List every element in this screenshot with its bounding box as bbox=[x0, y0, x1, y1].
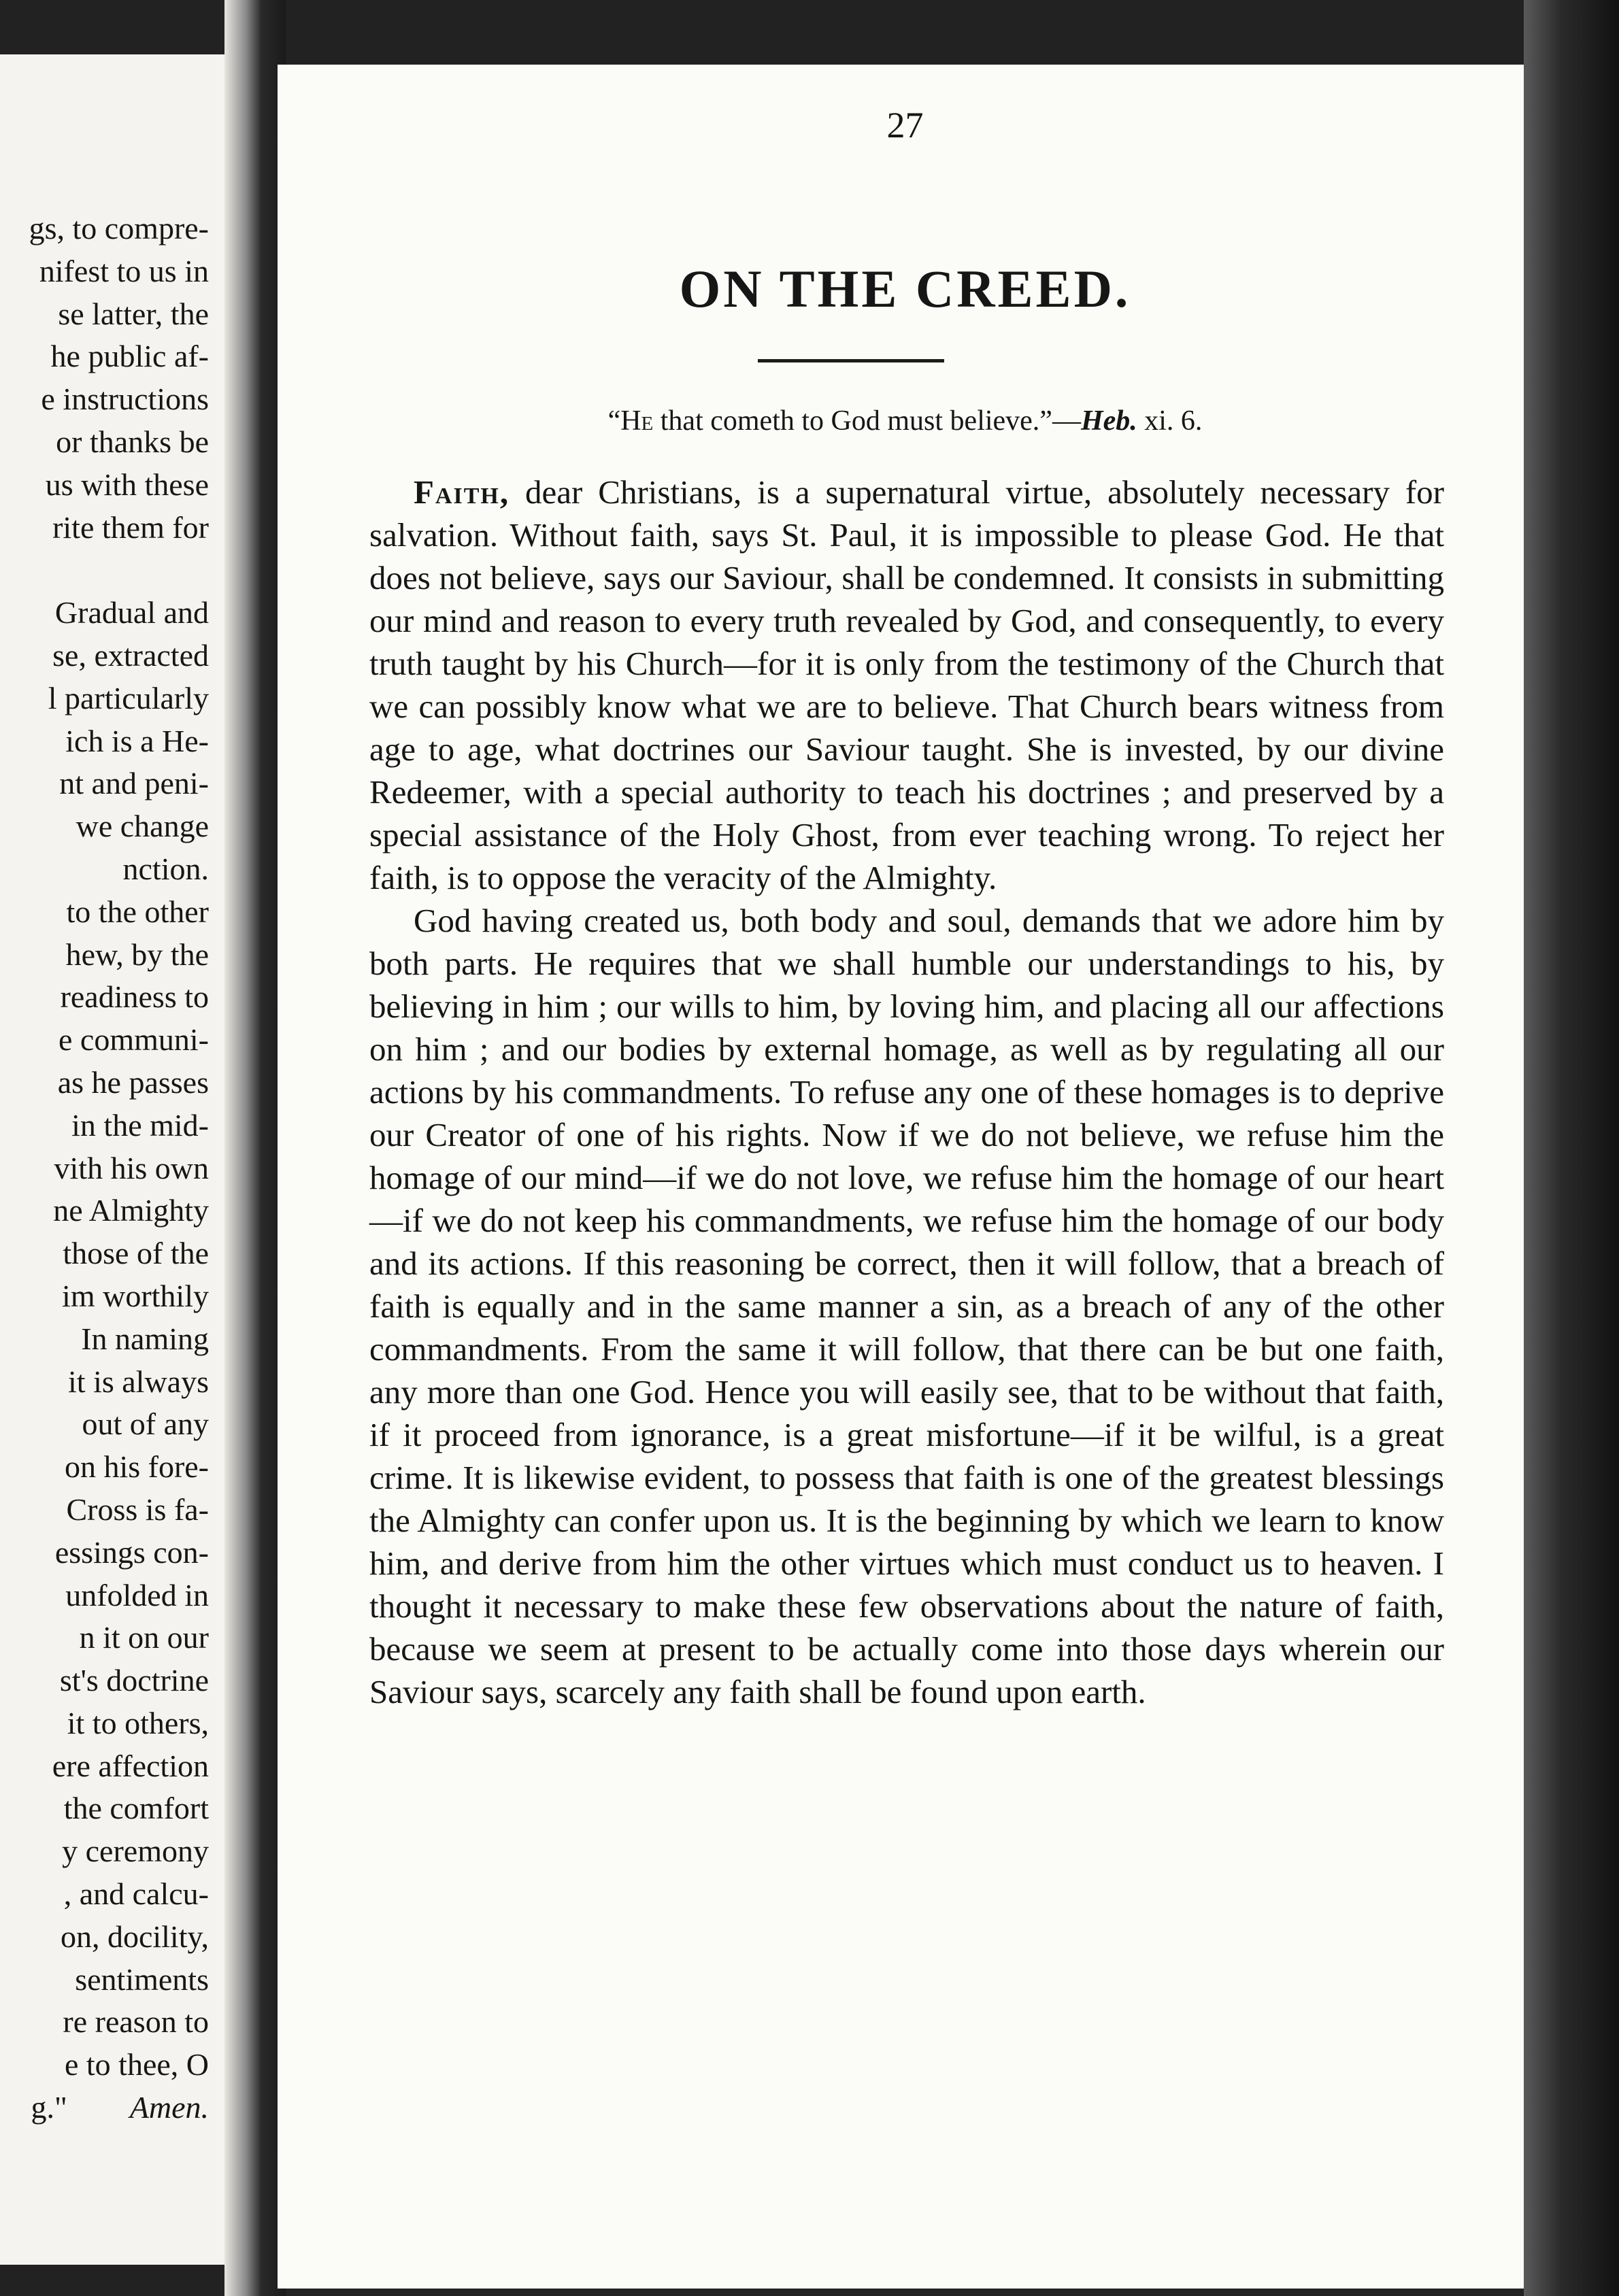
facing-page-line: nction. bbox=[122, 851, 209, 886]
facing-page-line: those of the bbox=[63, 1236, 209, 1271]
epigraph-text: that cometh to God must believe.”— bbox=[653, 405, 1081, 437]
body-text bbox=[369, 471, 1444, 1713]
facing-page-line: n it on our bbox=[79, 1620, 209, 1655]
facing-page-line: on, docility, bbox=[60, 1919, 209, 1954]
facing-page-line: g." Amen. bbox=[31, 2090, 209, 2125]
facing-page-line: out of any bbox=[82, 1406, 209, 1442]
facing-page-line: Cross is fa- bbox=[66, 1491, 209, 1527]
facing-page-line: ich is a He- bbox=[65, 723, 209, 758]
facing-page-line: to the other bbox=[66, 894, 209, 929]
paragraph bbox=[369, 899, 1444, 1713]
facing-page-fragment bbox=[0, 54, 235, 2265]
facing-page-line: ne Almighty bbox=[53, 1193, 209, 1228]
facing-page-line: he public af- bbox=[50, 339, 209, 374]
title-divider bbox=[758, 359, 944, 362]
facing-page-line: se latter, the bbox=[58, 296, 209, 331]
facing-page-line: on his fore- bbox=[64, 1449, 209, 1485]
paragraph-text: dear Christians, is a supernatural virtue, absolutely necessary for salvation. Without faith, says St. Paul, it is impossible to please God. He that does not believe, says our Saviour, shall be condemned. It consists in submitting our mind and reason to every truth revealed by God, and consequently, to every truth taught by his Church—for it is only from the testimony of the Church that we can possibly know what we are to believe. That Church bears witness from age to age, what doctrines our Saviour taught. She is invested, by our divine Redeemer, with a special authority to teach his doctrines ; and preserved by a special assistance of the Holy Ghost, from ever teaching wrong. To reject her faith, is to oppose the veracity of the Almighty. bbox=[369, 473, 1444, 896]
facing-page-line: readiness to bbox=[60, 979, 209, 1015]
facing-page-line: st's doctrine bbox=[59, 1663, 209, 1698]
book-page bbox=[278, 65, 1533, 2289]
facing-page-line: Amen. bbox=[129, 2090, 209, 2125]
page-number: 27 bbox=[886, 105, 924, 146]
epigraph-reference: Heb. bbox=[1080, 405, 1137, 437]
facing-page-line: se, extracted bbox=[52, 637, 209, 673]
facing-page-line: as he passes bbox=[57, 1064, 209, 1100]
facing-page-line: sentiments bbox=[75, 1961, 209, 1997]
paragraph-text: God having created us, both body and soul, demands that we adore him by both parts. He requires that we shall humble our understandings to his, by believing in him ; our wills to him, by loving him, and placing all our affections on him ; and our bodies by external homage, as well as by regulating all our actions by his commandments. To refuse any one of these homages is to deprive our Creator of one of his rights. Now if we do not believe, we refuse him the homage of our mind—if we do not love, we refuse him the homage of our heart—if we do not keep his commandments, we refuse him the homage of our body and its actions. If this reasoning be correct, then it will follow, that a breach of faith is equally and in the same manner a sin, as a breach of any of the other commandments. From the same it will follow, that there can be but one faith, any more than one God. Hence you will easily see, that to be without that faith, if it proceed from ignorance, is a great misfortune—if it be wilful, is a great crime. It is likewise evident, to possess that faith is one of the greatest blessings the Almighty can confer upon us. It is the beginning by which we learn to know him, and derive from him the other virtues which must conduct us to heaven. I thought it necessary to make these few observations about the nature of faith, because we seem at present to be actually come into those days wherein our Saviour says, scarcely any faith shall be found upon earth. bbox=[369, 902, 1444, 1710]
facing-page-line: hew, by the bbox=[65, 936, 209, 972]
facing-page-line: unfolded in bbox=[65, 1577, 209, 1613]
facing-page-line bbox=[0, 549, 209, 592]
facing-page-line: l particularly bbox=[48, 680, 209, 715]
epigraph-verse: xi. 6. bbox=[1137, 405, 1203, 437]
facing-page-line: , and calcu- bbox=[63, 1876, 209, 1912]
page-edge-shadow bbox=[1524, 0, 1619, 2296]
facing-page-line: in the mid- bbox=[71, 1107, 209, 1143]
facing-page-line: y ceremony bbox=[62, 1834, 209, 1869]
epigraph-open-quote: “ bbox=[607, 405, 621, 437]
paragraph-lead-word: Faith, bbox=[414, 473, 510, 511]
facing-page-line: the comfort bbox=[63, 1791, 209, 1826]
page-title: ON THE CREED. bbox=[679, 259, 1131, 318]
facing-page-line: e communi- bbox=[59, 1022, 209, 1058]
facing-page-line: it is always bbox=[68, 1364, 209, 1399]
epigraph-first-word: He bbox=[620, 405, 654, 437]
epigraph bbox=[278, 405, 1533, 437]
facing-page-line: im worthily bbox=[62, 1278, 209, 1313]
facing-page-line: gs, to compre- bbox=[29, 211, 209, 246]
facing-page-line: In naming bbox=[81, 1321, 209, 1356]
facing-page-line: it to others, bbox=[67, 1705, 209, 1740]
facing-page-lines bbox=[0, 207, 209, 2129]
facing-page-line: rite them for bbox=[52, 509, 209, 545]
facing-page-line: re reason to bbox=[63, 2004, 209, 2040]
facing-page-line: or thanks be bbox=[56, 424, 209, 459]
facing-page-line: e instructions bbox=[41, 382, 209, 417]
facing-page-line: e to thee, O bbox=[64, 2047, 209, 2082]
facing-page-line: nifest to us in bbox=[39, 253, 209, 288]
paragraph bbox=[369, 471, 1444, 899]
facing-page-line: ere affection bbox=[52, 1748, 209, 1783]
facing-page-line: we change bbox=[76, 809, 209, 844]
book-gutter bbox=[224, 0, 286, 2296]
facing-page-line: us with these bbox=[45, 467, 209, 502]
facing-page-line: nt and peni- bbox=[59, 766, 209, 801]
facing-page-line: Gradual and bbox=[54, 595, 209, 630]
facing-page-line: vith his own bbox=[54, 1150, 209, 1185]
facing-page-line: essings con- bbox=[54, 1534, 209, 1570]
